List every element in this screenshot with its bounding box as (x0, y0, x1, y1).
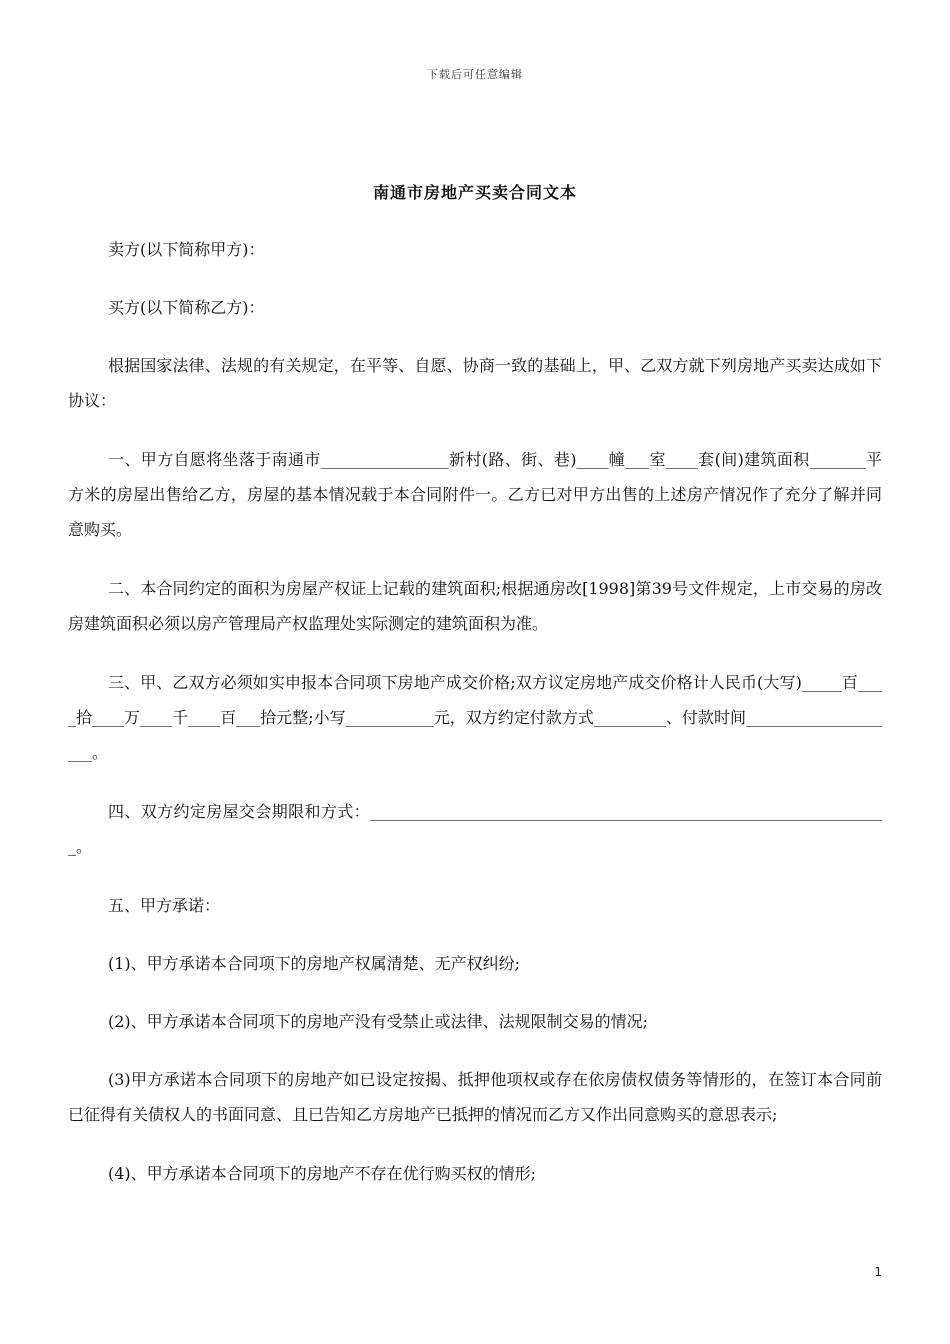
clause-3: 三、甲、乙双方必须如实申报本合同项下房地产成交价格;双方议定房地产成交价格计人民币(大写)_____百____拾____万____千____百___拾元整;小写___________元，双方约定付款方式_________、付款时间____________________。 (68, 673, 882, 762)
clause-5-item-3: (3)甲方承诺本合同项下的房地产如已设定按揭、抵押他项权或存在依房债权债务等情形的，在签订本合同前已征得有关债权人的书面同意、且已告知乙方房地产已抵押的情况而乙方又作出同意购买的意思表示; (68, 1070, 882, 1124)
document-title: 南通市房地产买卖合同文本 (372, 183, 577, 202)
page-number: 1 (874, 1265, 882, 1279)
document-body (68, 232, 882, 1214)
preamble-paragraph: 根据国家法律、法规的有关规定，在平等、自愿、协商一致的基础上，甲、乙双方就下列房地产买卖达成如下协议： (68, 356, 882, 410)
header-note: 下载后可任意编辑 (427, 68, 523, 81)
clause-2: 二、本合同约定的面积为房屋产权证上记载的建筑面积;根据通房改[1998]第39号文件规定，上市交易的房改房建筑面积必须以房产管理局产权监理处实际测定的建筑面积为准。 (68, 579, 882, 633)
clause-4: 四、双方约定房屋交会期限和方式：_________________________________________________________________。 (68, 802, 882, 856)
clause-5-item-1: (1)、甲方承诺本合同项下的房地产权属清楚、无产权纠纷; (108, 954, 521, 973)
buyer-line: 买方(以下简称乙方)： (108, 298, 265, 317)
clause-1: 一、甲方自愿将坐落于南通市________________新村(路、街、巷)____幢___室____套(间)建筑面积_______平方米的房屋出售给乙方，房屋的基本情况载于本合同附件一。乙方已对甲方出售的上述房产情况作了充分了解并同意购买。 (68, 450, 882, 539)
clause-5-item-4: (4)、甲方承诺本合同项下的房地产不存在优行购买权的情形; (108, 1164, 537, 1183)
clause-5-item-2: (2)、甲方承诺本合同项下的房地产没有受禁止或法律、法规限制交易的情况; (108, 1012, 649, 1031)
clause-5-heading: 五、甲方承诺： (108, 896, 221, 915)
seller-line: 卖方(以下简称甲方)： (108, 240, 265, 259)
